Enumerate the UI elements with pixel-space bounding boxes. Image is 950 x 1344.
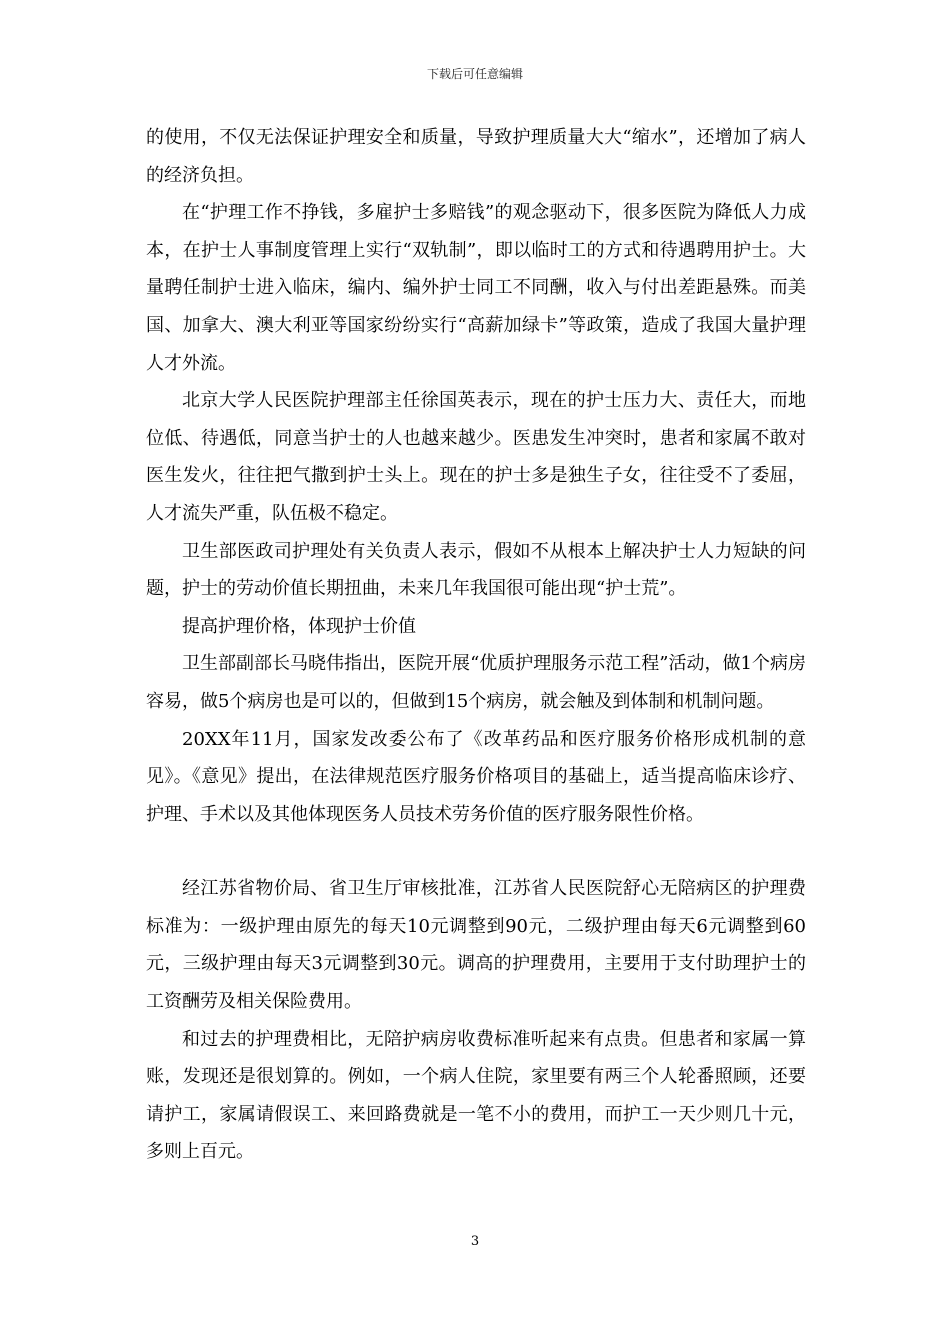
paragraph: 卫生部医政司护理处有关负责人表示，假如不从根本上解决护士人力短缺的问题，护士的劳动价值长期扭曲，未来几年我国很可能出现“护士荒”。 — [146, 540, 806, 600]
page-header-note: 下载后可任意编辑 — [426, 67, 523, 81]
paragraph: 北京大学人民医院护理部主任徐国英表示，现在的护士压力大、责任大，而地位低、待遇低，同意当护士的人也越来越少。医患发生冲突时，患者和家属不敢对医生发火，往往把气撒到护士头上。现在的护士多是独生子女，往往受不了委屈，人才流失严重，队伍极不稳定。 — [146, 390, 806, 524]
section-heading: 提高护理价格，体现护士价值 — [182, 615, 416, 637]
blank-line — [146, 833, 806, 870]
document-body — [146, 119, 806, 1171]
paragraph: 和过去的护理费相比，无陪护病房收费标准听起来有点贵。但患者和家属一算账，发现还是很划算的。例如，一个病人住院，家里要有两三个人轮番照顾，还要请护工，家属请假误工、来回路费就是一笔不小的费用，而护工一天少则几十元，多则上百元。 — [146, 1028, 806, 1163]
paragraph: 的使用，不仅无法保证护理安全和质量，导致护理质量大大“缩水”，还增加了病人的经济负担。 — [146, 127, 806, 186]
paragraph: 经江苏省物价局、省卫生厅审核批准，江苏省人民医院舒心无陪病区的护理费标准为：一级护理由原先的每天10元调整到90元，二级护理由每天6元调整到60元，三级护理由每天3元调整到30元。调高的护理费用，主要用于支付助理护士的工资酬劳及相关保险费用。 — [146, 878, 806, 1013]
page-number: 3 — [470, 1234, 480, 1249]
paragraph: 在“护理工作不挣钱，多雇护士多赔钱”的观念驱动下，很多医院为降低人力成本，在护士人事制度管理上实行“双轨制”，即以临时工的方式和待遇聘用护士。大量聘任制护士进入临床，编内、编外护士同工不同酬，收入与付出差距悬殊。而美国、加拿大、澳大利亚等国家纷纷实行“高薪加绿卡”等政策，造成了我国大量护理人才外流。 — [146, 202, 806, 374]
paragraph: 20XX年11月，国家发改委公布了《改革药品和医疗服务价格形成机制的意见》。《意见》提出，在法律规范医疗服务价格项目的基础上，适当提高临床诊疗、护理、手术以及其他体现医务人员技术劳务价值的医疗服务限性价格。 — [146, 728, 806, 825]
paragraph: 卫生部副部长马晓伟指出，医院开展“优质护理服务示范工程”活动，做1个病房容易，做5个病房也是可以的，但做到15个病房，就会触及到体制和机制问题。 — [146, 653, 806, 712]
